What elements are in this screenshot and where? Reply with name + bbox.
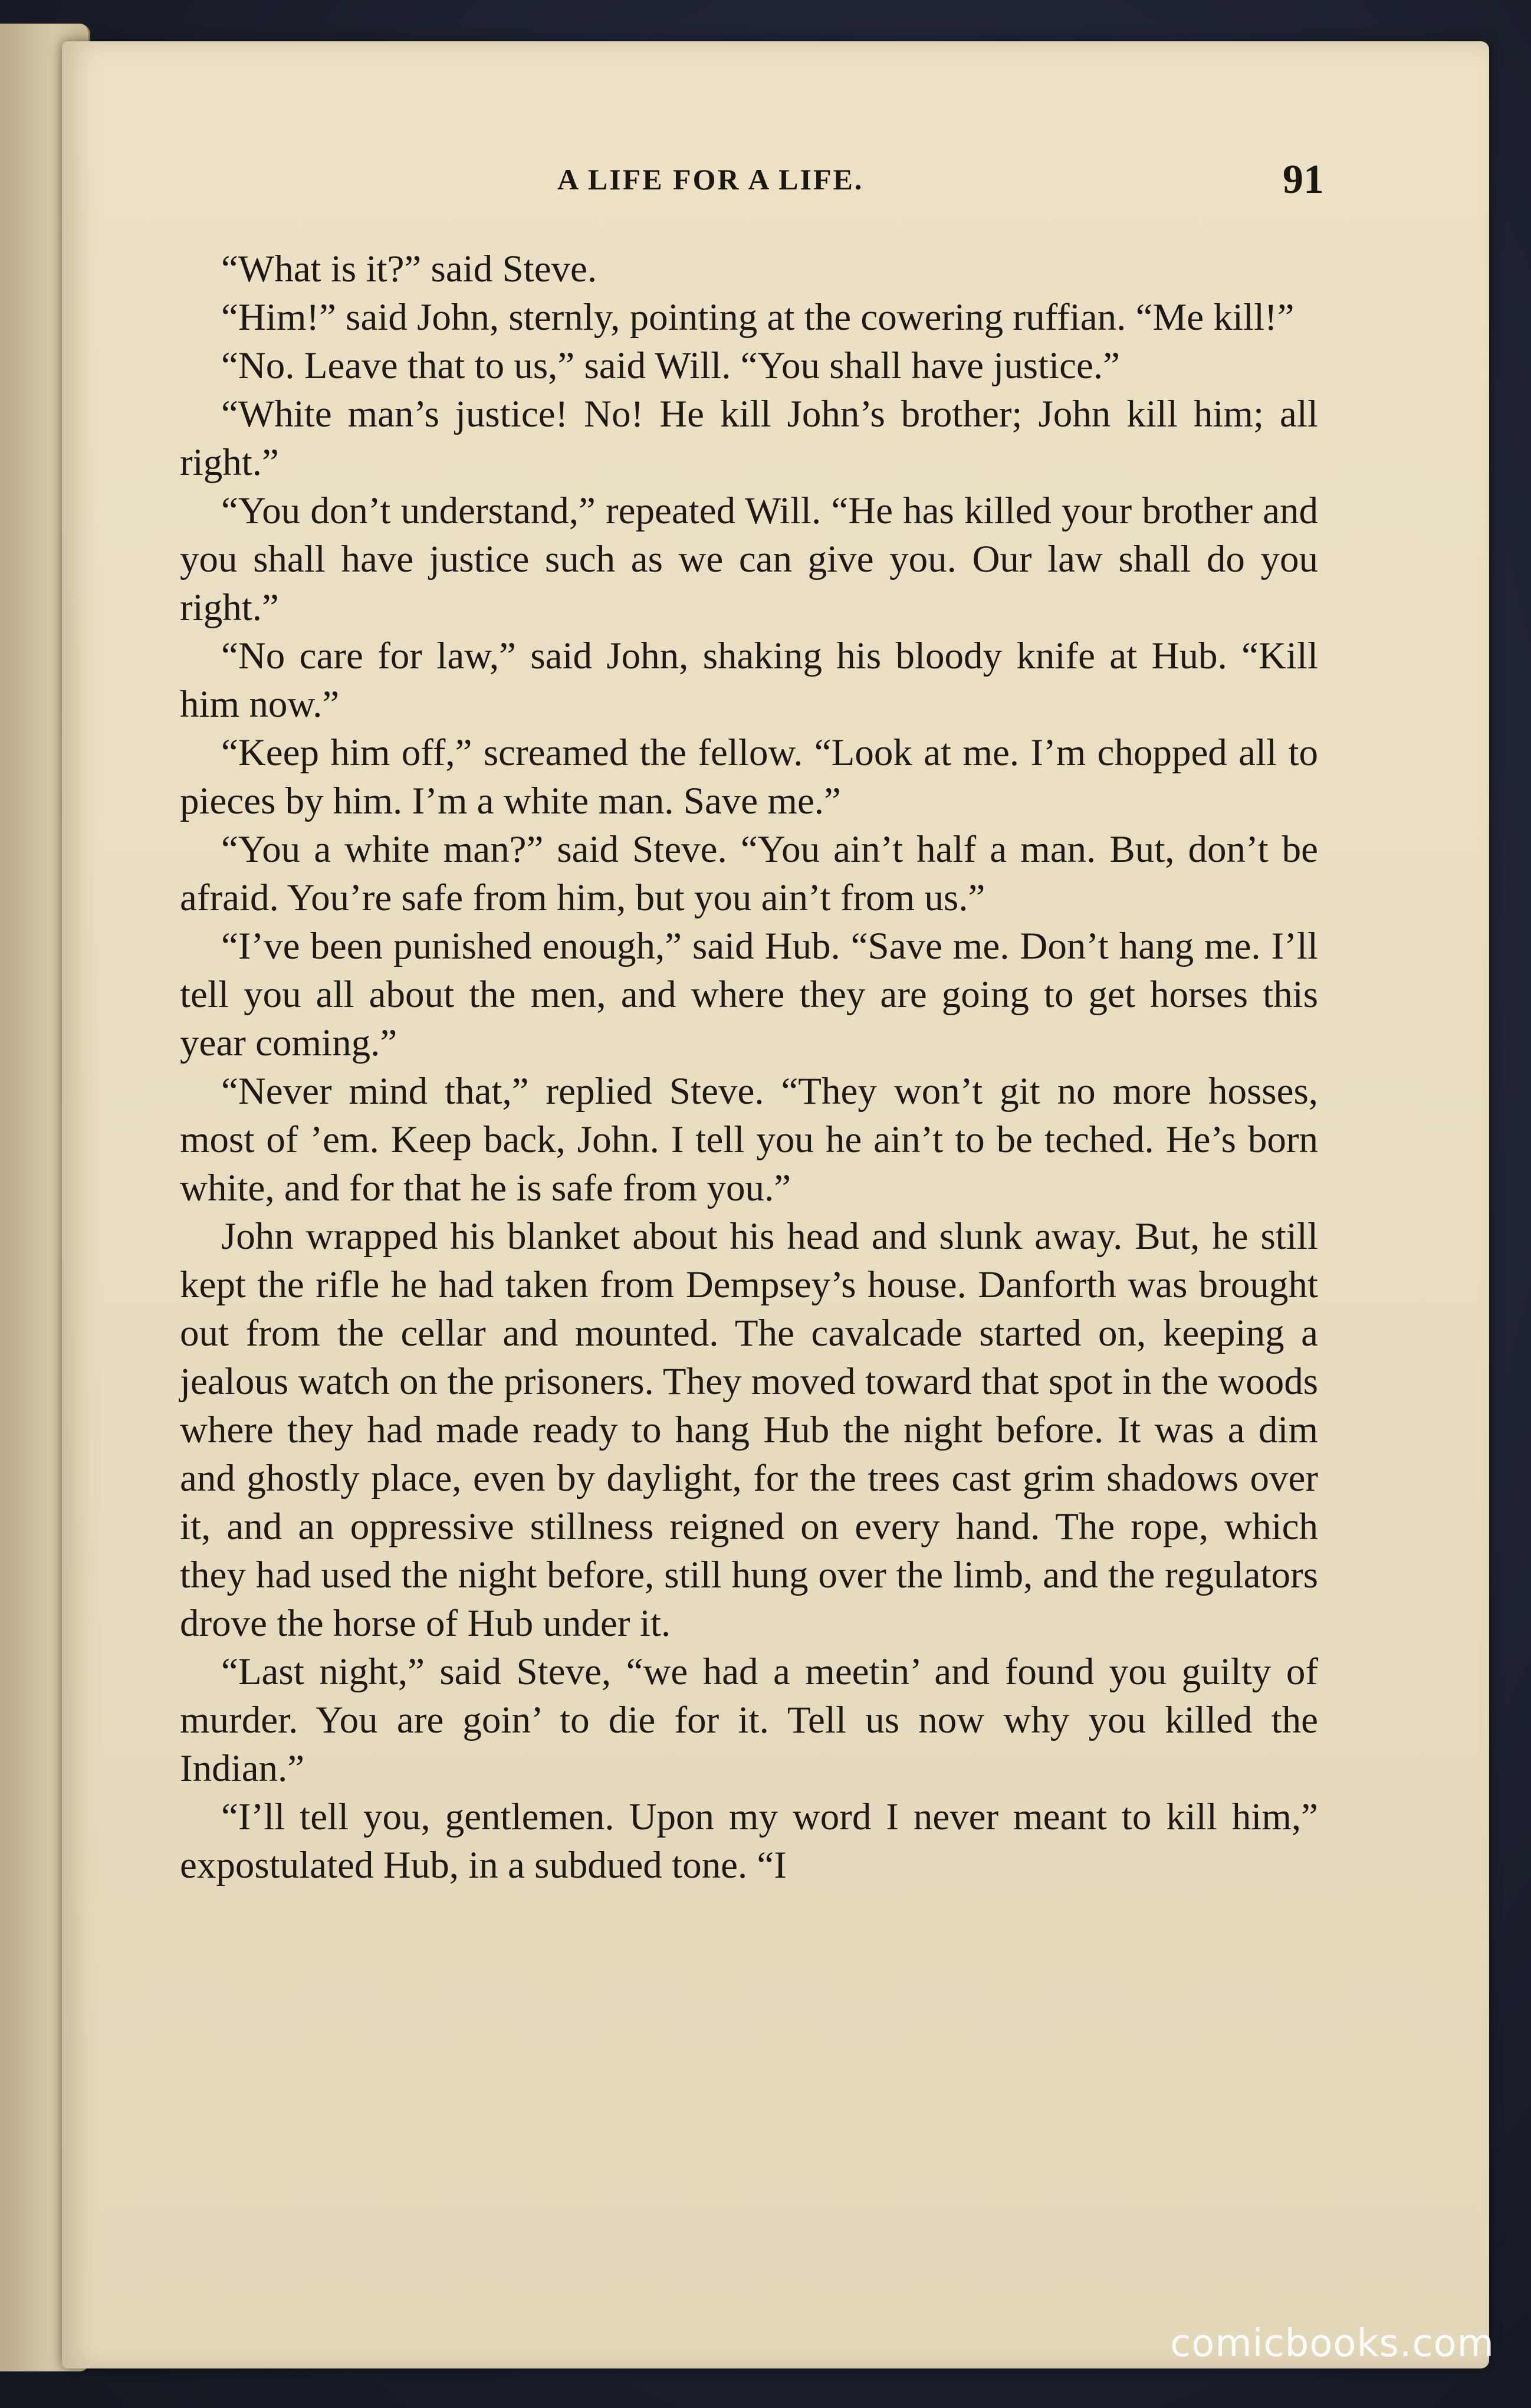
watermark-logo: comicbooks.com: [1169, 2322, 1494, 2366]
page-number: 91: [1283, 157, 1324, 202]
paragraph: “No. Leave that to us,” said Will. “You shall have justice.”: [221, 345, 1120, 387]
paragraph: “White man’s justice! No! He kill John’s brother; John kill him; all right.”: [180, 393, 1318, 484]
running-title: A LIFE FOR A LIFE.: [557, 163, 864, 196]
paragraph: “I’ve been punished enough,” said Hub. “Save me. Don’t hang me. I’ll tell you all about the men, and where they are going to get horses this year coming.”: [180, 925, 1318, 1064]
paragraph: “You don’t understand,” repeated Will. “He has killed your brother and you shall have justice such as we can give you. Our law shall do you right.”: [180, 490, 1318, 629]
page-header: [192, 150, 1324, 215]
paragraph: “Never mind that,” replied Steve. “They won’t git no more hosses, most of ’em. Keep back, John. I tell you he ain’t to be teched. He’s born white, and for that he is safe from you.”: [180, 1070, 1318, 1209]
paragraph: “What is it?” said Steve.: [221, 248, 597, 290]
body-text: [180, 245, 1318, 2239]
paragraph: “I’ll tell you, gentlemen. Upon my word I never meant to kill him,” expostulated Hub, in a subdued tone. “I: [180, 1796, 1318, 1887]
paragraph: “Him!” said John, sternly, pointing at the cowering ruffian. “Me kill!”: [221, 296, 1295, 339]
paragraph: “Last night,” said Steve, “we had a meetin’ and found you guilty of murder. You are goin’ to die for it. Tell us now why you killed the Indian.”: [180, 1651, 1318, 1790]
paragraph: John wrapped his blanket about his head and slunk away. But, he still kept the rifle he had taken from Dempsey’s house. Danforth was brought out from the cellar and mounted. The cavalcade started on, keeping a jealous watch on the prisoners. They moved toward that spot in the woods where they had made ready to hang Hub the night before. It was a dim and ghostly place, even by daylight, for the trees cast grim shadows over it, and an oppressive stillness reigned on every hand. The rope, which they had used the night before, still hung over the limb, and the regulators drove the horse of Hub under it.: [180, 1215, 1318, 1645]
paragraph: “You a white man?” said Steve. “You ain’t half a man. But, don’t be afraid. You’re safe from him, but you ain’t from us.”: [180, 828, 1318, 919]
paragraph: “No care for law,” said John, shaking his bloody knife at Hub. “Kill him now.”: [180, 635, 1318, 726]
paragraph: “Keep him off,” screamed the fellow. “Look at me. I’m chopped all to pieces by him. I’m a white man. Save me.”: [180, 731, 1318, 822]
